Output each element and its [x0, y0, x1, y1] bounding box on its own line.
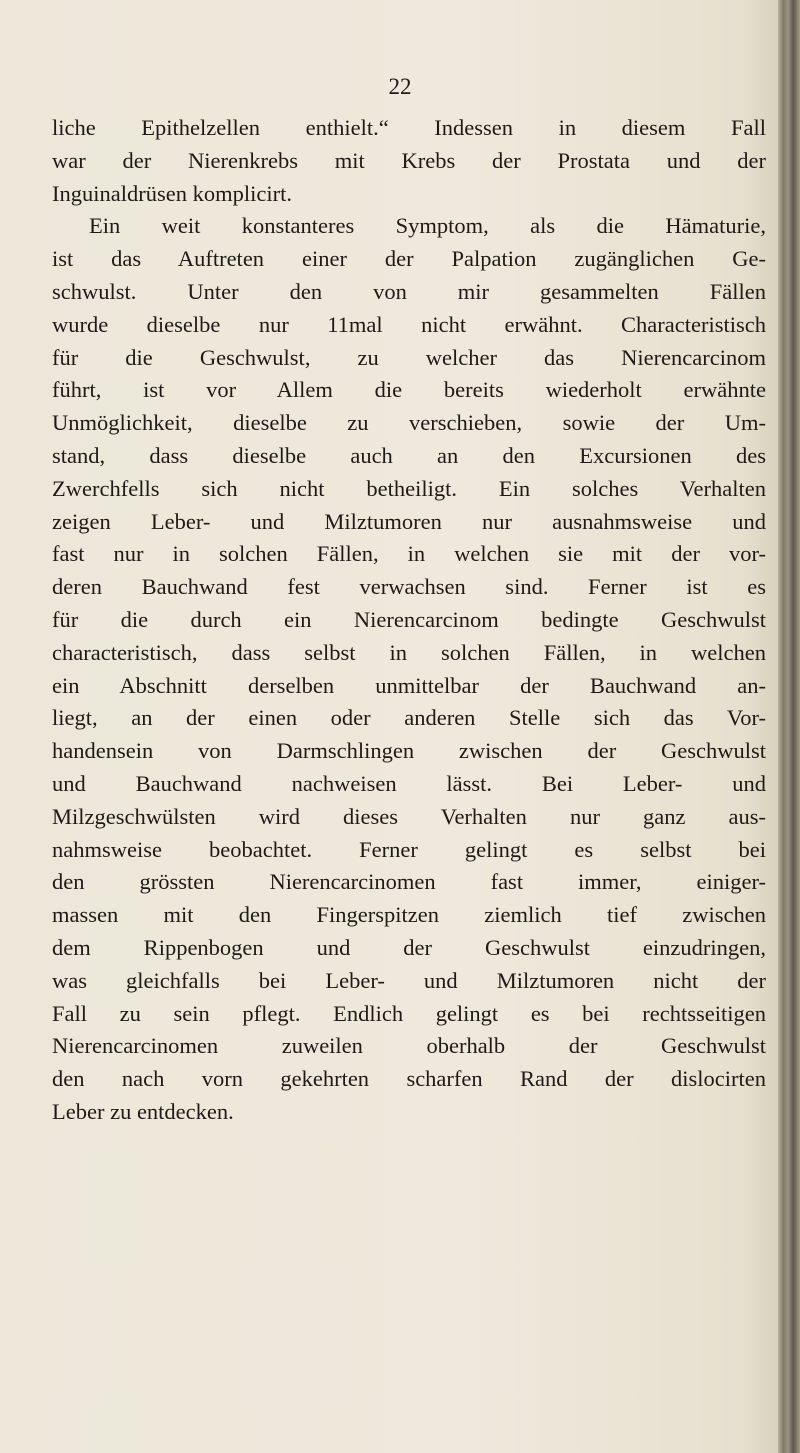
text-line: was gleichfalls bei Leber- und Milztumoren nicht der: [52, 967, 766, 993]
text-line: nahmsweise beobachtet. Ferner gelingt es selbst bei: [52, 836, 766, 862]
text-line: fast nur in solchen Fällen, in welchen sie mit der vor-: [52, 541, 766, 567]
text-line: liegt, an der einen oder anderen Stelle sich das Vor-: [52, 705, 766, 731]
text-line: war der Nierenkrebs mit Krebs der Prostata und der: [52, 147, 766, 173]
text-line: Ein weit konstanteres Symptom, als die Hämaturie,: [89, 213, 766, 239]
page-binding-edge: [778, 0, 800, 1453]
text-line: Milzgeschwülsten wird dieses Verhalten nur ganz aus-: [52, 803, 766, 829]
text-line: deren Bauchwand fest verwachsen sind. Ferner ist es: [52, 574, 766, 600]
text-line: Nierencarcinomen zuweilen oberhalb der Geschwulst: [52, 1033, 766, 1059]
text-line: schwulst. Unter den von mir gesammelten Fällen: [52, 278, 766, 304]
text-line: stand, dass dieselbe auch an den Excursionen des: [52, 442, 766, 468]
page-number: 22: [388, 74, 412, 99]
text-line: führt, ist vor Allem die bereits wiederholt erwähnte: [52, 377, 766, 403]
text-line: Inguinaldrüsen komplicirt.: [52, 180, 292, 206]
text-line: für die Geschwulst, zu welcher das Nierencarcinom: [52, 344, 766, 370]
text-line: und Bauchwand nachweisen lässt. Bei Leber- und: [52, 770, 766, 796]
text-line: dem Rippenbogen und der Geschwulst einzudringen,: [52, 934, 766, 960]
text-line: zeigen Leber- und Milztumoren nur ausnahmsweise und: [52, 508, 766, 534]
text-line: Fall zu sein pflegt. Endlich gelingt es bei rechtsseitigen: [52, 1000, 766, 1026]
text-line: wurde dieselbe nur 11mal nicht erwähnt. Characteristisch: [52, 311, 766, 337]
text-line: Zwerchfells sich nicht betheiligt. Ein solches Verhalten: [52, 475, 766, 501]
text-line: ist das Auftreten einer der Palpation zugänglichen Ge-: [52, 246, 766, 272]
body-text: [52, 112, 766, 1129]
text-line: Leber zu entdecken.: [52, 1098, 234, 1124]
text-line: Unmöglichkeit, dieselbe zu verschieben, sowie der Um-: [52, 410, 766, 436]
text-line: ein Abschnitt derselben unmittelbar der Bauchwand an-: [52, 672, 766, 698]
text-line: für die durch ein Nierencarcinom bedingte Geschwulst: [52, 606, 766, 632]
text-line: den grössten Nierencarcinomen fast immer, einiger-: [52, 869, 766, 895]
text-line: handensein von Darmschlingen zwischen der Geschwulst: [52, 738, 766, 764]
text-line: massen mit den Fingerspitzen ziemlich tief zwischen: [52, 902, 766, 928]
text-line: characteristisch, dass selbst in solchen Fällen, in welchen: [52, 639, 766, 665]
text-line: liche Epithelzellen enthielt.“ Indessen in diesem Fall: [52, 115, 766, 140]
text-line: den nach vorn gekehrten scharfen Rand der dislocirten: [52, 1066, 766, 1092]
